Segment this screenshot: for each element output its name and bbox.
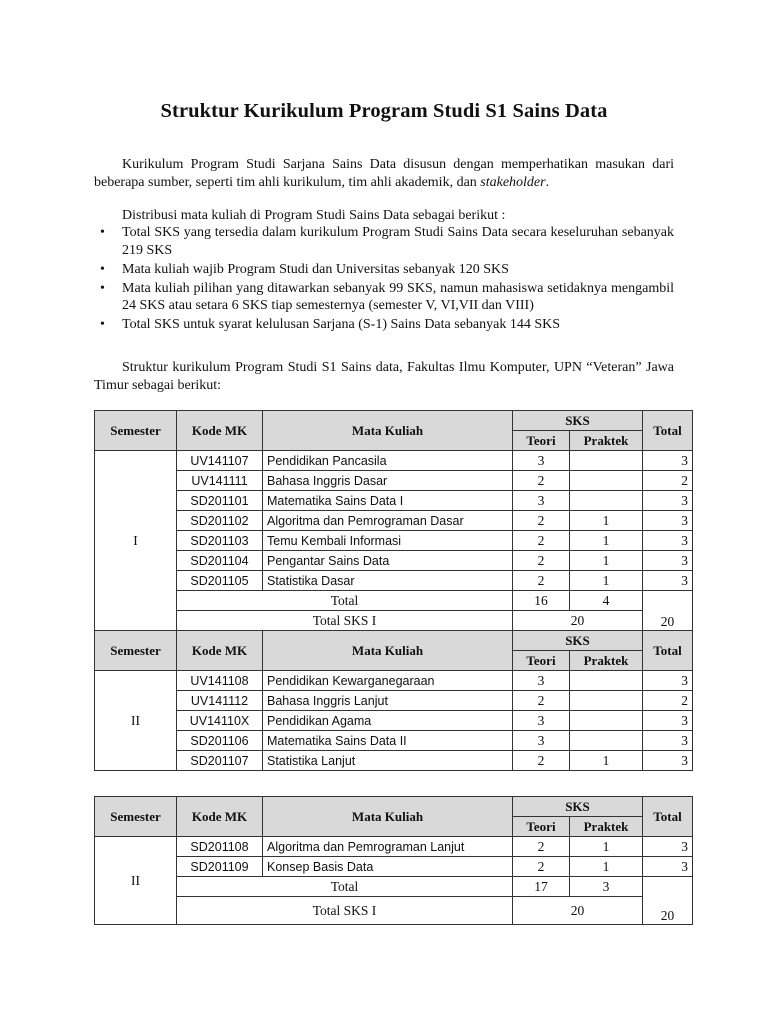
total-label: Total	[177, 877, 513, 897]
header-kode: Kode MK	[177, 631, 263, 671]
total-cell: 2	[643, 471, 693, 491]
table-row	[95, 837, 693, 857]
total-cell: 3	[643, 751, 693, 771]
header-semester: Semester	[95, 797, 177, 837]
intro-emphasis: stakeholder	[480, 175, 546, 190]
mk-cell: Statistika Dasar	[263, 571, 513, 591]
teori-cell: 2	[513, 531, 570, 551]
teori-cell: 2	[513, 857, 570, 877]
teori-cell: 3	[513, 451, 570, 471]
praktek-cell	[570, 711, 643, 731]
distribution-item: • Total SKS untuk syarat kelulusan Sarjana (S-1) Sains Data sebanyak 144 SKS	[94, 316, 674, 334]
total-row	[95, 591, 693, 611]
header-semester: Semester	[95, 411, 177, 451]
praktek-cell: 1	[570, 857, 643, 877]
header-semester: Semester	[95, 631, 177, 671]
praktek-cell	[570, 491, 643, 511]
header-sks: SKS	[513, 411, 643, 431]
distribution-item: • Mata kuliah wajib Program Studi dan Universitas sebanyak 120 SKS	[94, 261, 674, 279]
header-mata-kuliah: Mata Kuliah	[263, 797, 513, 837]
teori-cell: 3	[513, 711, 570, 731]
praktek-cell: 1	[570, 837, 643, 857]
distribution-item: • Mata kuliah pilihan yang ditawarkan sebanyak 99 SKS, namun mahasiswa setidaknya mengambil 24 SKS atau setara 6 SKS tiap semesternya (semester V, VI,VII dan VIII)	[94, 280, 674, 315]
praktek-cell: 1	[570, 751, 643, 771]
table-row	[95, 571, 693, 591]
semester-cell: II	[95, 671, 177, 771]
teori-cell: 2	[513, 837, 570, 857]
kode-cell: SD201108	[177, 837, 263, 857]
kode-cell: SD201104	[177, 551, 263, 571]
praktek-cell	[570, 451, 643, 471]
total-cell: 3	[643, 857, 693, 877]
kode-cell: SD201109	[177, 857, 263, 877]
header-teori: Teori	[513, 651, 570, 671]
kode-cell: SD201106	[177, 731, 263, 751]
header-praktek: Praktek	[570, 431, 643, 451]
table-row	[95, 551, 693, 571]
intro-end: .	[545, 175, 550, 190]
praktek-cell: 1	[570, 571, 643, 591]
header-kode: Kode MK	[177, 411, 263, 451]
teori-cell: 2	[513, 511, 570, 531]
mk-cell: Pendidikan Kewarganegaraan	[263, 671, 513, 691]
total-sks-value: 20	[513, 611, 643, 631]
header-sks: SKS	[513, 797, 643, 817]
mk-cell: Pendidikan Agama	[263, 711, 513, 731]
total-row	[95, 877, 693, 897]
table-row	[95, 511, 693, 531]
total-cell: 3	[643, 491, 693, 511]
kode-cell: SD201107	[177, 751, 263, 771]
mk-cell: Statistika Lanjut	[263, 751, 513, 771]
header-mata-kuliah: Mata Kuliah	[263, 631, 513, 671]
total-sks-value: 20	[513, 897, 643, 925]
teori-cell: 2	[513, 691, 570, 711]
total-sum: 20	[643, 877, 693, 925]
page-title: Struktur Kurikulum Program Studi S1 Sains Data	[160, 100, 608, 122]
mk-cell: Konsep Basis Data	[263, 857, 513, 877]
table-row	[95, 671, 693, 691]
total-praktek: 4	[570, 591, 643, 611]
mk-cell: Bahasa Inggris Lanjut	[263, 691, 513, 711]
total-teori: 16	[513, 591, 570, 611]
praktek-cell: 1	[570, 511, 643, 531]
total-cell: 3	[643, 731, 693, 751]
header-total: Total	[643, 797, 693, 837]
kode-cell: SD201101	[177, 491, 263, 511]
teori-cell: 3	[513, 491, 570, 511]
total-cell: 3	[643, 837, 693, 857]
teori-cell: 2	[513, 471, 570, 491]
total-sks-row	[95, 897, 693, 925]
header-kode: Kode MK	[177, 797, 263, 837]
semester-cell: I	[95, 451, 177, 631]
total-cell: 3	[643, 551, 693, 571]
total-cell: 2	[643, 691, 693, 711]
teori-cell: 2	[513, 551, 570, 571]
total-sks-label: Total SKS I	[177, 897, 513, 925]
total-cell: 3	[643, 531, 693, 551]
header-praktek: Praktek	[570, 817, 643, 837]
kode-cell: UV141111	[177, 471, 263, 491]
kode-cell: SD201102	[177, 511, 263, 531]
header-total: Total	[643, 411, 693, 451]
kode-cell: UV141107	[177, 451, 263, 471]
teori-cell: 3	[513, 671, 570, 691]
praktek-cell	[570, 731, 643, 751]
distribution-lead	[94, 207, 674, 225]
header-total: Total	[643, 631, 693, 671]
kode-cell: UV141112	[177, 691, 263, 711]
header-sks: SKS	[513, 631, 643, 651]
structure-intro	[94, 359, 674, 395]
mk-cell: Pendidikan Pancasila	[263, 451, 513, 471]
table-row	[95, 471, 693, 491]
table-row	[95, 691, 693, 711]
table-row	[95, 531, 693, 551]
table-row	[95, 731, 693, 751]
mk-cell: Algoritma dan Pemrograman Lanjut	[263, 837, 513, 857]
table-row	[95, 751, 693, 771]
header-teori: Teori	[513, 817, 570, 837]
distribution-item: • Total SKS yang tersedia dalam kurikulum Program Studi Sains Data secara keseluruhan sebanyak 219 SKS	[94, 224, 674, 259]
kode-cell: SD201103	[177, 531, 263, 551]
praktek-cell: 1	[570, 551, 643, 571]
total-sum: 20	[643, 591, 693, 631]
praktek-cell: 1	[570, 531, 643, 551]
praktek-cell	[570, 471, 643, 491]
total-cell: 3	[643, 711, 693, 731]
kode-cell: UV141108	[177, 671, 263, 691]
teori-cell: 2	[513, 571, 570, 591]
total-cell: 3	[643, 671, 693, 691]
praktek-cell	[570, 671, 643, 691]
table-row	[95, 451, 693, 471]
kode-cell: SD201105	[177, 571, 263, 591]
intro-paragraph	[94, 156, 674, 192]
mk-cell: Matematika Sains Data I	[263, 491, 513, 511]
table-row	[95, 491, 693, 511]
table-row	[95, 711, 693, 731]
kode-cell: UV14110X	[177, 711, 263, 731]
praktek-cell	[570, 691, 643, 711]
total-cell: 3	[643, 511, 693, 531]
teori-cell: 3	[513, 731, 570, 751]
distribution-list	[94, 224, 674, 335]
total-sks-row	[95, 611, 693, 631]
semester-cell: II	[95, 837, 177, 925]
curriculum-table-1	[94, 410, 693, 771]
mk-cell: Pengantar Sains Data	[263, 551, 513, 571]
teori-cell: 2	[513, 751, 570, 771]
curriculum-table-2	[94, 796, 693, 925]
total-praktek: 3	[570, 877, 643, 897]
mk-cell: Temu Kembali Informasi	[263, 531, 513, 551]
total-sks-label: Total SKS I	[177, 611, 513, 631]
header-praktek: Praktek	[570, 651, 643, 671]
total-cell: 3	[643, 451, 693, 471]
structure-intro-text: Struktur kurikulum Program Studi S1 Sains data, Fakultas Ilmu Komputer, UPN “Veteran” Jawa Timur sebagai berikut:	[94, 360, 674, 393]
total-teori: 17	[513, 877, 570, 897]
mk-cell: Algoritma dan Pemrograman Dasar	[263, 511, 513, 531]
total-label: Total	[177, 591, 513, 611]
distribution-lead-text: Distribusi mata kuliah di Program Studi Sains Data sebagai berikut :	[122, 208, 506, 223]
header-teori: Teori	[513, 431, 570, 451]
header-mata-kuliah: Mata Kuliah	[263, 411, 513, 451]
mk-cell: Bahasa Inggris Dasar	[263, 471, 513, 491]
total-cell: 3	[643, 571, 693, 591]
intro-text: Kurikulum Program Studi Sarjana Sains Data disusun dengan memperhatikan masukan dari beberapa sumber, seperti tim ahli kurikulum, tim ahli akademik, dan	[94, 157, 674, 190]
mk-cell: Matematika Sains Data II	[263, 731, 513, 751]
table-row	[95, 857, 693, 877]
